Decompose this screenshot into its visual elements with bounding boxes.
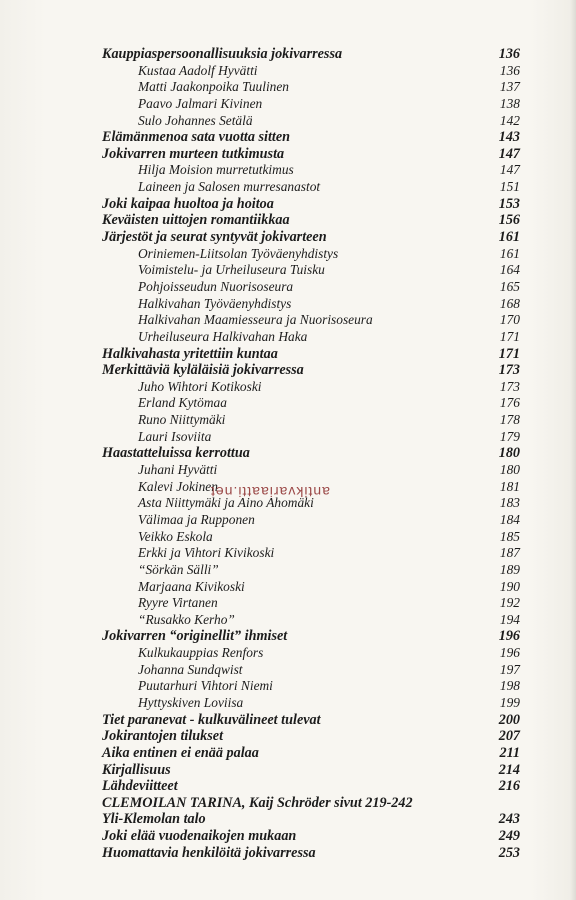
toc-entry-page-number: 176 (499, 395, 520, 411)
toc-entry-title: Halkivahan Maamiesseura ja Nuorisoseura (138, 312, 373, 328)
toc-entry-title: Puutarhuri Vihtori Niemi (138, 678, 273, 694)
toc-entry-title: “Sörkän Sälli” (138, 561, 219, 577)
toc-entry-title: Kustaa Aadolf Hyvätti (138, 62, 258, 78)
toc-chapter-row (100, 129, 520, 146)
toc-entry-title: Sulo Johannes Setälä (138, 112, 253, 128)
toc-entry-page-number: 187 (499, 545, 520, 561)
toc-entry-title: Huomattavia henkilöitä jokivarressa (102, 844, 316, 861)
toc-subentry-row (100, 179, 520, 196)
toc-entry-title: Kirjallisuus (102, 761, 171, 778)
toc-entry-title: Matti Jaakonpoika Tuulinen (138, 79, 289, 95)
toc-entry-page-number: 178 (499, 412, 520, 428)
toc-subentry-row (100, 379, 520, 396)
toc-chapter-row (100, 795, 520, 812)
toc-chapter-row (100, 845, 520, 862)
toc-entry-page-number: 147 (499, 162, 520, 178)
toc-subentry-row (100, 96, 520, 113)
toc-subentry-row (100, 329, 520, 346)
toc-entry-title: Yli-Klemolan talo (102, 811, 206, 828)
toc-entry-page-number: 165 (499, 278, 520, 294)
toc-subentry-row (100, 512, 520, 529)
toc-entry-title: Joki kaipaa huoltoa ja hoitoa (102, 195, 274, 212)
toc-entry-page-number: 196 (498, 628, 520, 645)
toc-entry-page-number: 200 (498, 711, 520, 728)
toc-entry-title: Tiet paranevat - kulkuvälineet tulevat (102, 711, 321, 728)
toc-entry-title: Laineen ja Salosen murresanastot (138, 179, 321, 195)
toc-entry-page-number: 137 (499, 79, 520, 95)
page-edge-shadow (570, 0, 576, 900)
toc-entry-page-number: 197 (499, 661, 520, 677)
toc-chapter-row (100, 628, 520, 645)
toc-entry-page-number: 199 (499, 694, 520, 710)
toc-entry-page-number: 184 (499, 511, 520, 527)
toc-entry-page-number: 196 (499, 645, 520, 661)
toc-entry-page-number: 170 (499, 312, 520, 328)
toc-entry-title: Juhani Hyvätti (138, 462, 218, 478)
toc-entry-title: Joki elää vuodenaikojen mukaan (102, 828, 297, 845)
toc-subentry-row (100, 312, 520, 329)
toc-subentry-row (100, 662, 520, 679)
toc-entry-page-number: 179 (499, 428, 520, 444)
toc-entry-page-number: 147 (498, 145, 520, 162)
toc-entry-page-number: 171 (499, 328, 520, 344)
toc-chapter-row (100, 46, 520, 63)
toc-entry-title: Erland Kytömaa (138, 395, 227, 411)
toc-subentry-row (100, 545, 520, 562)
toc-subentry-row (100, 695, 520, 712)
toc-entry-page-number: 156 (498, 212, 520, 229)
toc-entry-title: Ryyre Virtanen (138, 595, 218, 611)
toc-entry-title: Jokirantojen tilukset (102, 728, 224, 745)
toc-subentry-row (100, 262, 520, 279)
toc-entry-page-number: 211 (499, 744, 520, 761)
toc-subentry-row (100, 595, 520, 612)
toc-entry-title: Keväisten uittojen romantiikkaa (102, 212, 290, 229)
toc-chapter-row (100, 362, 520, 379)
toc-entry-page-number: 161 (499, 245, 520, 261)
toc-chapter-row (100, 828, 520, 845)
toc-subentry-row (100, 246, 520, 263)
toc-entry-page-number: 243 (498, 811, 520, 828)
toc-entry-page-number: 180 (498, 445, 520, 462)
toc-entry-page-number: 161 (498, 229, 520, 246)
toc-entry-title: Marjaana Kivikoski (138, 578, 245, 594)
toc-entry-title: Halkivahan Työväenyhdistys (138, 295, 292, 311)
toc-entry-page-number: 180 (499, 462, 520, 478)
toc-subentry-row (100, 395, 520, 412)
toc-entry-page-number: 194 (499, 611, 520, 627)
toc-chapter-row (100, 745, 520, 762)
toc-entry-page-number: 164 (499, 262, 520, 278)
toc-entry-title: Hilja Moision murretutkimus (138, 162, 294, 178)
toc-entry-title: Jokivarren murteen tutkimusta (102, 145, 285, 162)
toc-entry-page-number: 153 (498, 195, 520, 212)
toc-subentry-row (100, 63, 520, 80)
toc-chapter-row (100, 778, 520, 795)
toc-entry-page-number: 183 (499, 495, 520, 511)
toc-entry-page-number: 216 (498, 778, 520, 795)
toc-entry-title: Jokivarren “originellit” ihmiset (102, 628, 288, 645)
toc-entry-title: Kauppiaspersoonallisuuksia jokivarressa (102, 46, 343, 62)
toc-entry-page-number: 171 (498, 345, 520, 362)
toc-entry-title: Pohjoisseudun Nuorisoseura (138, 278, 294, 294)
toc-entry-page-number: 142 (499, 112, 520, 128)
toc-subentry-row (100, 579, 520, 596)
toc-subentry-row (100, 412, 520, 429)
toc-entry-title: Järjestöt ja seurat syntyvät jokivarteen (102, 229, 327, 246)
toc-entry-page-number: 181 (499, 478, 520, 494)
toc-subentry-row (100, 678, 520, 695)
toc-entry-title: Välimaa ja Rupponen (138, 511, 255, 527)
toc-entry-page-number: 189 (499, 561, 520, 577)
toc-entry-title: Halkivahasta yritettiin kuntaa (102, 345, 278, 362)
toc-entry-title: CLEMOILAN TARINA, Kaij Schröder sivut 219-242 (102, 794, 413, 811)
toc-subentry-row (100, 562, 520, 579)
toc-entry-page-number: 192 (499, 595, 520, 611)
toc-entry-title: Lauri Isoviita (138, 428, 212, 444)
toc-entry-page-number: 190 (499, 578, 520, 594)
toc-entry-title: Erkki ja Vihtori Kivikoski (138, 545, 275, 561)
toc-subentry-row (100, 529, 520, 546)
toc-entry-title: Runo Niittymäki (138, 412, 226, 428)
toc-entry-title: Johanna Sundqwist (138, 661, 243, 677)
toc-entry-title: Voimistelu- ja Urheiluseura Tuisku (138, 262, 325, 278)
toc-entry-page-number: 173 (499, 378, 520, 394)
toc-entry-title: Kalevi Jokinen (138, 478, 218, 494)
toc-entry-page-number: 249 (498, 828, 520, 845)
toc-chapter-row (100, 196, 520, 213)
toc-entry-title: Asta Niittymäki ja Aino Ahomäki (138, 495, 314, 511)
toc-chapter-row (100, 728, 520, 745)
toc-subentry-row (100, 113, 520, 130)
toc-chapter-row (100, 346, 520, 363)
toc-entry-title: Hyttyskiven Loviisa (138, 694, 244, 710)
toc-chapter-row (100, 146, 520, 163)
toc-entry-page-number: 138 (499, 95, 520, 111)
toc-subentry-row (100, 645, 520, 662)
toc-entry-title: Aika entinen ei enää palaa (102, 744, 259, 761)
watermark-text: antikvariaatti.net (210, 484, 330, 500)
toc-entry-title: Paavo Jalmari Kivinen (138, 95, 263, 111)
table-of-contents (100, 46, 520, 861)
toc-entry-page-number: 207 (498, 728, 520, 745)
toc-entry-title: Merkittäviä kyläläisiä jokivarressa (102, 362, 304, 379)
toc-entry-page-number: 253 (498, 844, 520, 861)
toc-entry-title: “Rusakko Kerho” (138, 611, 235, 627)
toc-chapter-row (100, 445, 520, 462)
toc-chapter-row (100, 229, 520, 246)
toc-subentry-row (100, 162, 520, 179)
toc-entry-page-number: 185 (499, 528, 520, 544)
toc-entry-page-number: 136 (499, 62, 520, 78)
toc-entry-title: Juho Wihtori Kotikoski (138, 378, 262, 394)
toc-entry-title: Elämänmenoa sata vuotta sitten (102, 129, 291, 146)
toc-entry-page-number: 198 (499, 678, 520, 694)
toc-chapter-row (100, 212, 520, 229)
toc-subentry-row (100, 279, 520, 296)
toc-entry-title: Kulkukauppias Renfors (138, 645, 264, 661)
toc-chapter-row (100, 762, 520, 779)
toc-entry-page-number: 151 (499, 179, 520, 195)
toc-entry-title: Urheiluseura Halkivahan Haka (138, 328, 308, 344)
toc-subentry-row (100, 296, 520, 313)
toc-entry-page-number: 136 (498, 46, 520, 62)
toc-entry-page-number: 168 (499, 295, 520, 311)
toc-entry-title: Veikko Eskola (138, 528, 213, 544)
toc-entry-page-number: 173 (498, 362, 520, 379)
toc-entry-page-number: 143 (498, 129, 520, 146)
toc-chapter-row (100, 811, 520, 828)
toc-entry-page-number: 214 (498, 761, 520, 778)
toc-entry-title: Lähdeviitteet (102, 778, 178, 795)
toc-subentry-row (100, 79, 520, 96)
toc-entry-title: Haastatteluissa kerrottua (102, 445, 250, 462)
toc-subentry-row (100, 462, 520, 479)
toc-entry-title: Oriniemen-Liitsolan Työväenyhdistys (138, 245, 339, 261)
toc-subentry-row (100, 429, 520, 446)
toc-chapter-row (100, 712, 520, 729)
toc-subentry-row (100, 612, 520, 629)
